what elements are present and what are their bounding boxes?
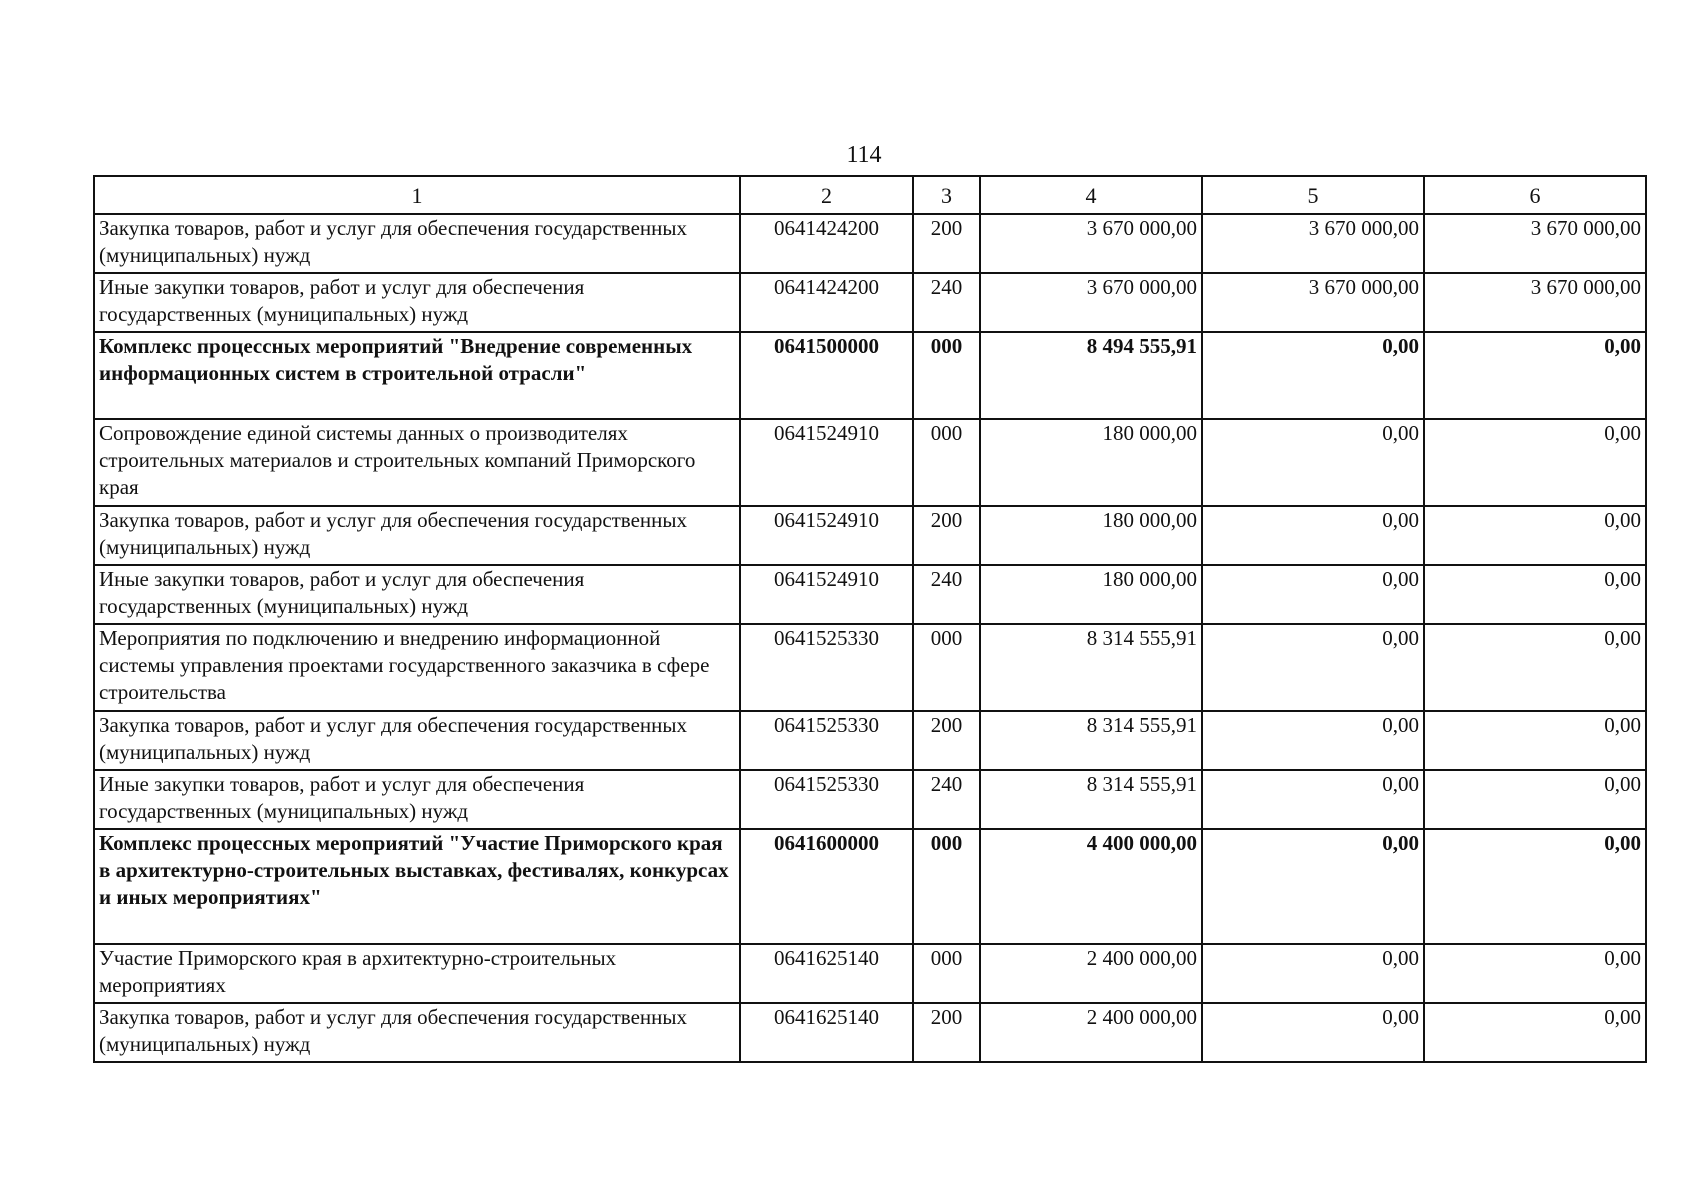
row-type: 000 (913, 419, 980, 506)
row-value-5: 0,00 (1202, 1003, 1424, 1062)
row-value-5: 0,00 (1202, 419, 1424, 506)
row-name: Мероприятия по подключению и внедрению информационной системы управления проектами государственного заказчика в сфере строительства (94, 624, 740, 711)
row-name: Иные закупки товаров, работ и услуг для обеспечения государственных (муниципальных) нужд (94, 565, 740, 624)
column-header-3: 3 (913, 176, 980, 214)
header-row (94, 176, 1646, 214)
row-value-4: 2 400 000,00 (980, 1003, 1202, 1062)
row-value-6: 0,00 (1424, 1003, 1646, 1062)
column-header-5: 5 (1202, 176, 1424, 214)
row-value-4: 4 400 000,00 (980, 829, 1202, 944)
table-row (94, 944, 1646, 1003)
row-value-4: 8 314 555,91 (980, 770, 1202, 829)
column-header-6: 6 (1424, 176, 1646, 214)
row-value-6: 0,00 (1424, 829, 1646, 944)
row-value-6: 0,00 (1424, 770, 1646, 829)
row-name: Закупка товаров, работ и услуг для обеспечения государственных (муниципальных) нужд (94, 1003, 740, 1062)
row-code: 0641525330 (740, 624, 913, 711)
row-value-5: 0,00 (1202, 944, 1424, 1003)
row-value-5: 0,00 (1202, 770, 1424, 829)
row-type: 000 (913, 624, 980, 711)
row-name: Закупка товаров, работ и услуг для обеспечения государственных (муниципальных) нужд (94, 506, 740, 565)
column-header-2: 2 (740, 176, 913, 214)
row-type: 200 (913, 214, 980, 273)
row-code: 0641525330 (740, 770, 913, 829)
row-value-5: 0,00 (1202, 506, 1424, 565)
row-value-6: 3 670 000,00 (1424, 273, 1646, 332)
row-value-6: 0,00 (1424, 332, 1646, 419)
row-type: 240 (913, 273, 980, 332)
row-value-6: 0,00 (1424, 944, 1646, 1003)
table-row (94, 624, 1646, 711)
table-row (94, 770, 1646, 829)
row-value-6: 0,00 (1424, 419, 1646, 506)
row-value-6: 3 670 000,00 (1424, 214, 1646, 273)
row-value-5: 0,00 (1202, 624, 1424, 711)
row-code: 0641600000 (740, 829, 913, 944)
budget-table (93, 175, 1647, 1063)
row-code: 0641525330 (740, 711, 913, 770)
row-value-4: 180 000,00 (980, 506, 1202, 565)
table-row (94, 565, 1646, 624)
row-code: 0641625140 (740, 1003, 913, 1062)
row-type: 000 (913, 944, 980, 1003)
row-value-4: 8 314 555,91 (980, 624, 1202, 711)
row-name: Сопровождение единой системы данных о производителях строительных материалов и строительных компаний Приморского края (94, 419, 740, 506)
row-type: 240 (913, 565, 980, 624)
row-code: 0641424200 (740, 273, 913, 332)
row-value-5: 0,00 (1202, 332, 1424, 419)
row-type: 200 (913, 506, 980, 565)
row-code: 0641524910 (740, 419, 913, 506)
row-value-6: 0,00 (1424, 565, 1646, 624)
row-code: 0641500000 (740, 332, 913, 419)
row-name: Закупка товаров, работ и услуг для обеспечения государственных (муниципальных) нужд (94, 214, 740, 273)
row-value-4: 180 000,00 (980, 419, 1202, 506)
page-number: 114 (846, 142, 882, 168)
column-header-1: 1 (94, 176, 740, 214)
table-row (94, 711, 1646, 770)
column-header-4: 4 (980, 176, 1202, 214)
row-value-4: 2 400 000,00 (980, 944, 1202, 1003)
row-value-6: 0,00 (1424, 506, 1646, 565)
row-value-4: 3 670 000,00 (980, 214, 1202, 273)
table-row (94, 829, 1646, 944)
row-code: 0641524910 (740, 565, 913, 624)
row-value-6: 0,00 (1424, 711, 1646, 770)
row-value-4: 8 314 555,91 (980, 711, 1202, 770)
row-name: Закупка товаров, работ и услуг для обеспечения государственных (муниципальных) нужд (94, 711, 740, 770)
row-type: 200 (913, 1003, 980, 1062)
row-value-4: 3 670 000,00 (980, 273, 1202, 332)
row-name: Иные закупки товаров, работ и услуг для обеспечения государственных (муниципальных) нужд (94, 273, 740, 332)
row-value-5: 0,00 (1202, 711, 1424, 770)
row-value-5: 0,00 (1202, 565, 1424, 624)
table-row (94, 506, 1646, 565)
row-type: 240 (913, 770, 980, 829)
row-type: 200 (913, 711, 980, 770)
row-value-5: 3 670 000,00 (1202, 273, 1424, 332)
table-row (94, 214, 1646, 273)
table-row (94, 1003, 1646, 1062)
row-type: 000 (913, 829, 980, 944)
table-row (94, 419, 1646, 506)
row-name: Иные закупки товаров, работ и услуг для обеспечения государственных (муниципальных) нужд (94, 770, 740, 829)
row-value-6: 0,00 (1424, 624, 1646, 711)
row-value-4: 180 000,00 (980, 565, 1202, 624)
row-value-5: 0,00 (1202, 829, 1424, 944)
row-value-5: 3 670 000,00 (1202, 214, 1424, 273)
table-row (94, 332, 1646, 419)
row-name: Участие Приморского края в архитектурно-строительных мероприятиях (94, 944, 740, 1003)
row-value-4: 8 494 555,91 (980, 332, 1202, 419)
row-code: 0641424200 (740, 214, 913, 273)
row-name: Комплекс процессных мероприятий "Внедрение современных информационных систем в строительной отрасли" (94, 332, 740, 419)
row-code: 0641625140 (740, 944, 913, 1003)
row-code: 0641524910 (740, 506, 913, 565)
row-type: 000 (913, 332, 980, 419)
row-name: Комплекс процессных мероприятий "Участие Приморского края в архитектурно-строительных выставках, фестивалях, конкурсах и иных мероприятиях" (94, 829, 740, 944)
table-row (94, 273, 1646, 332)
